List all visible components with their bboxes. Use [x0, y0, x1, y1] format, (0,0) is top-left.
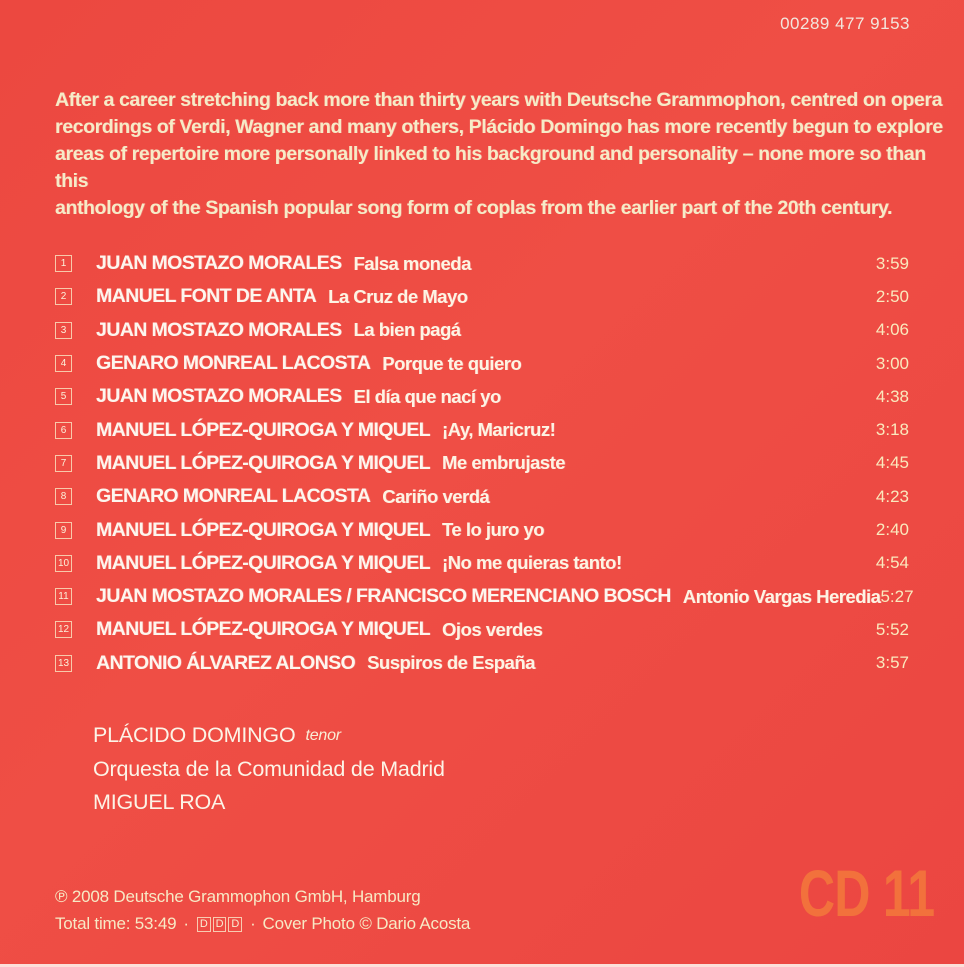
track-number: 10 — [55, 555, 72, 572]
track-duration: 4:23 — [875, 486, 909, 506]
track-row — [55, 513, 909, 546]
track-composer: GENARO MONREAL LACOSTA — [96, 485, 371, 508]
track-title: ¡No me quieras tanto! — [441, 552, 622, 574]
total-time: Total time: 53:49 — [55, 914, 177, 933]
track-duration: 3:57 — [875, 653, 909, 673]
track-title: Te lo juro yo — [441, 519, 545, 541]
ddd-logo-letter: D — [228, 917, 242, 932]
track-row — [55, 380, 909, 413]
track-title: Porque te quiero — [382, 352, 522, 374]
artist-credits — [93, 719, 455, 820]
track-title: La bien pagá — [353, 319, 461, 341]
track-row — [55, 547, 909, 580]
track-composer: ANTONIO ÁLVAREZ ALONSO — [96, 651, 356, 674]
track-row — [55, 580, 914, 613]
track-composer: JUAN MOSTAZO MORALES — [96, 318, 342, 341]
track-duration: 4:38 — [875, 386, 909, 406]
artist-name: MIGUEL ROA — [93, 790, 226, 815]
track-composer: JUAN MOSTAZO MORALES — [96, 385, 342, 408]
copyright-text: ℗ 2008 Deutsche Grammophon GmbH, Hamburg — [55, 887, 421, 906]
track-composer: JUAN MOSTAZO MORALES / FRANCISCO MERENCIANO BOSCH — [96, 585, 671, 608]
track-title: Falsa moneda — [353, 252, 471, 274]
track-row — [55, 647, 909, 680]
intro-paragraph — [55, 87, 945, 222]
track-composer: MANUEL LÓPEZ-QUIROGA Y MIQUEL — [96, 418, 430, 441]
track-composer: MANUEL LÓPEZ-QUIROGA Y MIQUEL — [96, 451, 430, 474]
track-duration: 3:18 — [875, 420, 909, 440]
track-composer: GENARO MONREAL LACOSTA — [96, 352, 371, 375]
track-row — [55, 314, 909, 347]
track-duration: 2:40 — [875, 520, 909, 540]
credit-row — [93, 753, 455, 787]
copyright-line — [55, 884, 470, 910]
track-composer: MANUEL LÓPEZ-QUIROGA Y MIQUEL — [96, 618, 430, 641]
track-duration: 5:52 — [875, 619, 909, 639]
track-row — [55, 447, 909, 480]
track-duration: 4:54 — [875, 553, 909, 573]
track-title: Ojos verdes — [441, 618, 543, 640]
separator-dot: · — [183, 914, 189, 933]
track-number: 9 — [55, 522, 72, 539]
cd-number-label: CD 11 — [798, 856, 934, 930]
intro-line: After a career stretching back more than thirty years with Deutsche Grammophon, centred on opera — [55, 89, 943, 111]
credit-row — [93, 719, 455, 753]
track-row — [55, 347, 909, 380]
track-title: El día que nací yo — [353, 385, 501, 407]
track-row — [55, 480, 909, 513]
track-number: 13 — [55, 655, 72, 672]
track-number: 7 — [55, 455, 72, 472]
track-number: 6 — [55, 422, 72, 439]
track-number: 11 — [55, 588, 72, 605]
track-number: 2 — [55, 288, 72, 305]
track-title: ¡Ay, Maricruz! — [441, 419, 556, 441]
track-title: Me embrujaste — [441, 452, 566, 474]
artist-role: tenor — [305, 726, 341, 744]
track-row — [55, 613, 909, 646]
track-number: 12 — [55, 621, 72, 638]
artist-name: Orquesta de la Comunidad de Madrid — [93, 756, 445, 781]
track-number: 5 — [55, 388, 72, 405]
credit-row — [93, 786, 455, 820]
track-title: Suspiros de España — [367, 652, 535, 674]
ddd-logo-letter: D — [213, 917, 227, 932]
track-list — [55, 247, 914, 680]
track-title: La Cruz de Mayo — [328, 285, 468, 307]
track-duration: 2:50 — [875, 286, 909, 306]
track-number: 8 — [55, 488, 72, 505]
separator-dot: · — [250, 914, 256, 933]
intro-line: areas of repertoire more personally linked to his background and personality – none more so than this — [55, 143, 926, 192]
track-title: Antonio Vargas Heredia — [682, 585, 881, 607]
track-duration: 3:59 — [875, 253, 909, 273]
track-number: 1 — [55, 255, 72, 272]
track-row — [55, 413, 909, 446]
track-row — [55, 280, 909, 313]
intro-line: recordings of Verdi, Wagner and many others, Plácido Domingo has more recently begun to explore — [55, 116, 943, 138]
total-time-line — [55, 911, 470, 937]
track-composer: MANUEL FONT DE ANTA — [96, 285, 317, 308]
track-composer: JUAN MOSTAZO MORALES — [96, 252, 342, 275]
track-row — [55, 247, 909, 280]
footer — [55, 884, 470, 937]
catalog-number: 00289 477 9153 — [780, 14, 910, 33]
track-number: 3 — [55, 322, 72, 339]
track-duration: 3:00 — [875, 353, 909, 373]
track-composer: MANUEL LÓPEZ-QUIROGA Y MIQUEL — [96, 518, 430, 541]
intro-line: anthology of the Spanish popular song form of coplas from the earlier part of the 20th century. — [55, 197, 893, 219]
cover-photo-credit: Cover Photo © Dario Acosta — [262, 914, 471, 933]
track-title: Cariño verdá — [382, 485, 490, 507]
track-duration: 4:45 — [875, 453, 909, 473]
ddd-logo-letter: D — [197, 917, 211, 932]
track-composer: MANUEL LÓPEZ-QUIROGA Y MIQUEL — [96, 551, 430, 574]
track-duration: 4:06 — [875, 320, 909, 340]
artist-name: PLÁCIDO DOMINGO — [93, 723, 296, 748]
track-number: 4 — [55, 355, 72, 372]
track-duration: 5:27 — [880, 586, 914, 606]
